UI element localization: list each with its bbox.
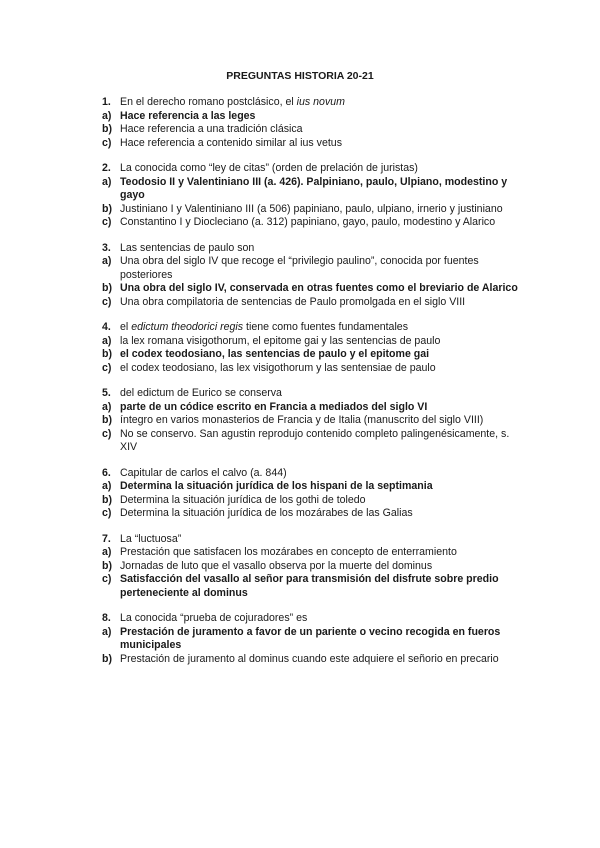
option-text: Prestación de juramento al dominus cuando este adquiere el señorio en precario xyxy=(120,652,499,665)
question-stem xyxy=(102,612,522,626)
option-letter: a) xyxy=(102,400,112,413)
option-letter: c) xyxy=(102,136,112,149)
question-block xyxy=(102,533,522,601)
option-text: Prestación que satisfacen los mozárabes en concepto de enterramiento xyxy=(120,546,457,559)
question-stem xyxy=(102,162,522,176)
answer-option-correct xyxy=(102,480,522,494)
option-letter: a) xyxy=(102,109,112,122)
question-text: tiene como fuentes fundamentales xyxy=(243,321,408,334)
answer-option xyxy=(102,560,522,574)
question-block xyxy=(102,162,522,230)
option-text: Una obra compilatoria de sentencias de Paulo promolgada en el siglo VIII xyxy=(120,295,466,308)
option-text: Hace referencia a una tradición clásica xyxy=(120,123,303,136)
option-text: Determina la situación jurídica de los mozárabes de las Galias xyxy=(120,507,413,520)
option-letter: a) xyxy=(102,625,112,638)
question-number: 7. xyxy=(102,532,111,545)
option-letter: a) xyxy=(102,480,112,493)
option-text: la lex romana visigothorum, el epitome gai y las sentencias de paulo xyxy=(120,334,441,347)
question-block xyxy=(102,387,522,455)
question-italic-term: ius novum xyxy=(296,96,345,108)
answer-option xyxy=(102,123,522,137)
option-text: Justiniano I y Valentiniano III (a 506) papiniano, paulo, ulpiano, irnerio y justiniano xyxy=(120,202,503,215)
question-stem xyxy=(102,533,522,547)
answer-option-correct xyxy=(102,626,522,653)
option-letter: b) xyxy=(102,414,112,427)
question-italic-term: edictum theodorici regis xyxy=(131,321,244,334)
question-number: 3. xyxy=(102,241,111,254)
option-letter: b) xyxy=(102,282,112,295)
option-text: Satisfacción del vasallo al señor para transmisión del disfrute sobre predio perteneciente al dominus xyxy=(120,573,499,599)
answer-option xyxy=(102,203,522,217)
option-letter: c) xyxy=(102,216,112,229)
question-text: Las sentencias de paulo son xyxy=(120,241,255,254)
option-text: el codex teodosiano, las sentencias de paulo y el epitome gai xyxy=(120,348,430,361)
question-block xyxy=(102,242,522,310)
option-letter: a) xyxy=(102,334,112,347)
option-text: el codex teodosiano, las lex visigothorum y las sentensiae de paulo xyxy=(120,361,436,374)
option-letter: b) xyxy=(102,652,112,665)
option-text: íntegro en varios monasterios de Francia y de Italia (manuscrito del siglo VIII) xyxy=(120,414,484,427)
answer-option xyxy=(102,428,522,455)
answer-option xyxy=(102,296,522,310)
question-text: del edictum de Eurico se conserva xyxy=(120,387,282,400)
question-text: La conocida “prueba de cojuradores” es xyxy=(120,612,308,625)
answer-option xyxy=(102,216,522,230)
question-number: 8. xyxy=(102,612,111,625)
option-text: parte de un códice escrito en Francia a mediados del siglo VI xyxy=(120,400,428,413)
question-text: Capitular de carlos el calvo (a. 844) xyxy=(120,466,287,479)
question-number: 6. xyxy=(102,466,111,479)
question-text: el xyxy=(120,321,132,334)
option-text: Determina la situación jurídica de los hispani de la septimania xyxy=(120,480,433,493)
answer-option xyxy=(102,494,522,508)
question-block xyxy=(102,467,522,521)
option-text: Una obra del siglo IV, conservada en otras fuentes como el breviario de Alarico xyxy=(120,282,518,295)
question-block xyxy=(102,321,522,375)
option-letter: b) xyxy=(102,493,112,506)
question-stem xyxy=(102,96,522,110)
answer-option-correct xyxy=(102,401,522,415)
option-letter: c) xyxy=(102,361,112,374)
option-letter: c) xyxy=(102,295,112,308)
question-stem xyxy=(102,387,522,401)
question-block xyxy=(102,612,522,666)
option-letter: c) xyxy=(102,427,112,440)
answer-option xyxy=(102,362,522,376)
answer-option-correct xyxy=(102,110,522,124)
option-text: Prestación de juramento a favor de un pariente o vecino recogida en fueros municipales xyxy=(120,625,501,652)
option-text: Constantino I y Diocleciano (a. 312) papiniano, gayo, paulo, modestino y Alarico xyxy=(120,216,496,229)
option-letter: a) xyxy=(102,175,112,188)
answer-option-correct xyxy=(102,348,522,362)
question-number: 2. xyxy=(102,161,111,174)
question-list xyxy=(102,96,522,678)
question-stem xyxy=(102,321,522,335)
question-number: 1. xyxy=(102,96,111,108)
option-text: Teodosio II y Valentiniano III (a. 426). Palpiniano, paulo, Ulpiano, modestino y gayo xyxy=(120,175,508,202)
option-letter: b) xyxy=(102,123,112,136)
option-text: Jornadas de luto que el vasallo observa por la muerte del dominus xyxy=(120,559,433,572)
question-number: 4. xyxy=(102,321,111,334)
option-text: Hace referencia a contenido similar al ius vetus xyxy=(120,136,342,149)
answer-option xyxy=(102,335,522,349)
answer-option-correct xyxy=(102,282,522,296)
question-text: La conocida como “ley de citas” (orden de prelación de juristas) xyxy=(120,161,418,174)
option-text: Determina la situación jurídica de los gothi de toledo xyxy=(120,493,366,506)
question-block xyxy=(102,96,522,150)
answer-option xyxy=(102,137,522,151)
question-stem xyxy=(102,242,522,256)
question-number: 5. xyxy=(102,387,111,400)
option-letter: b) xyxy=(102,202,112,215)
option-letter: b) xyxy=(102,559,112,572)
option-text: Una obra del siglo IV que recoge el “privilegio paulino”, conocida por fuentes posteriores xyxy=(120,255,479,281)
answer-option-correct xyxy=(102,176,522,203)
option-letter: c) xyxy=(102,507,112,520)
page-title: PREGUNTAS HISTORIA 20-21 xyxy=(226,70,374,82)
answer-option xyxy=(102,546,522,560)
option-letter: b) xyxy=(102,348,112,361)
option-letter: a) xyxy=(102,255,112,268)
answer-option xyxy=(102,507,522,521)
answer-option xyxy=(102,653,522,667)
question-text: La “luctuosa” xyxy=(120,532,182,545)
option-text: Hace referencia a las leges xyxy=(120,109,256,122)
question-text: En el derecho romano postclásico, el xyxy=(120,96,297,108)
answer-option-correct xyxy=(102,573,522,600)
option-letter: c) xyxy=(102,573,112,586)
answer-option xyxy=(102,414,522,428)
option-letter: a) xyxy=(102,546,112,559)
answer-option xyxy=(102,255,522,282)
question-stem xyxy=(102,467,522,481)
option-text: No se conservo. San agustin reprodujo contenido completo palingenésicamente, s. XIV xyxy=(120,427,510,454)
